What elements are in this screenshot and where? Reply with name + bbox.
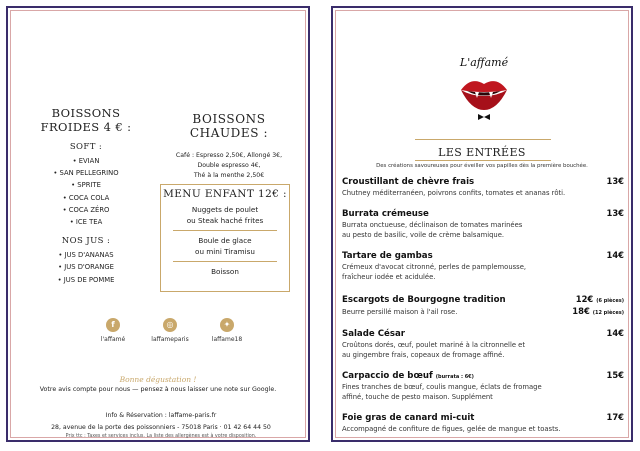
price-value: 18€: [572, 306, 590, 316]
kids-menu-box: [160, 184, 290, 292]
kids-option-main: [161, 204, 289, 226]
brand-name: L'affamé: [459, 56, 509, 69]
list-item: • JUS DE POMME: [57, 275, 115, 284]
kids-option-line: ou mini Tiramisu: [195, 247, 255, 256]
right-menu-page: [331, 6, 633, 442]
dish-description-line: affiné, touche de pesto maison. Supplément: [342, 393, 493, 402]
dish-name: Salade César: [342, 329, 405, 339]
dish-description-line: Crémeux d'avocat citronné, perles de pamplemousse,: [342, 263, 527, 271]
dish-description-line: Fines tranches de bœuf, coulis mangue, éclats de fromage: [342, 383, 542, 391]
instagram-icon: ◎: [163, 318, 177, 332]
social-snapchat[interactable]: [202, 318, 252, 343]
price-note: (12 pièces): [592, 310, 624, 316]
dish-description: Chutney méditerranéen, poivrons confits, tomates et ananas rôti.: [342, 189, 566, 197]
social-links: [88, 318, 252, 343]
dish-price: 14€: [606, 250, 624, 260]
kids-option-drink: Boisson: [211, 267, 239, 276]
lips-logo-icon: [451, 56, 517, 126]
review-request: Votre avis compte pour nous — pensez à nous laisser une note sur Google.: [39, 386, 277, 393]
footer-info: [22, 412, 300, 439]
thanks-note: [28, 375, 288, 393]
thanks-script: Bonne dégustation !: [119, 375, 197, 384]
dish-price-alt: [572, 306, 624, 318]
divider: [173, 230, 277, 231]
dish-description-line: Burrata onctueuse, déclinaison de tomates marinées: [342, 221, 523, 229]
list-item: Double espresso 4€,: [197, 161, 261, 169]
price-note: (6 pièces): [596, 298, 624, 304]
kids-option-line: Nuggets de poulet: [191, 205, 259, 214]
dish-name: Croustillant de chèvre frais: [342, 177, 475, 187]
facebook-icon: f: [106, 318, 120, 332]
list-item: Thé à la menthe 2,50€: [193, 171, 265, 179]
dish-description-line: au pesto de basilic, voile de crème balsamique.: [342, 231, 505, 240]
dish-price: 13€: [606, 176, 624, 186]
dish-item: [342, 250, 624, 283]
dish-name-note: (burrata : 6€): [435, 374, 474, 380]
bow-tie-shape: [478, 114, 490, 120]
snapchat-icon: ✦: [220, 318, 234, 332]
hot-drinks-title: BOISSONS CHAUDES :: [189, 112, 269, 140]
dish-price: [576, 294, 624, 304]
legal-note: Prix ttc : Taxes et services inclus. La liste des allergènes est à votre disposition.: [65, 434, 257, 439]
list-item: • JUS D'ANANAS: [58, 251, 114, 260]
divider: [173, 261, 277, 262]
juice-list: [26, 249, 146, 286]
upper-lip-shape: [461, 81, 507, 92]
dish-name: Foie gras de canard mi-cuit: [342, 413, 475, 423]
social-handle: laffame18: [211, 336, 243, 343]
kids-option-line: ou Steak haché frites: [186, 216, 264, 225]
dish-description-line: Croûtons dorés, œuf, poulet mariné à la citronnelle et: [342, 341, 526, 349]
list-item: • COCA COLA: [62, 193, 110, 202]
title-rule-bottom: [415, 160, 551, 161]
dish-price: 13€: [606, 208, 624, 218]
dish-description: [342, 262, 624, 283]
list-item: • SPRITE: [71, 181, 101, 190]
dish-description-line: au gingembre frais, copeaux de fromage affiné.: [342, 351, 505, 360]
hot-drinks-list: [156, 151, 302, 180]
cold-drinks-section: [26, 106, 146, 286]
dish-price: 17€: [606, 412, 624, 422]
list-item: • ICE TEA: [69, 218, 103, 227]
juice-label: NOS JUS :: [61, 236, 111, 247]
brand-logo: [451, 56, 517, 126]
cold-drinks-title: BOISSONS FROIDES 4 € :: [40, 106, 132, 134]
section-subtitle: Des créations savoureuses pour éveiller vos papilles dès la première bouchée.: [376, 163, 588, 169]
reservation-info: Info & Réservation : laffame-paris.fr: [105, 412, 217, 419]
kids-menu-title: MENU ENFANT 12€ :: [163, 188, 287, 200]
dish-item: [342, 370, 624, 403]
dish-item: [342, 294, 624, 318]
title-rule-top: [415, 139, 551, 140]
list-item: • JUS D'ORANGE: [58, 263, 114, 272]
dish-item: [342, 208, 624, 241]
social-handle: laffameparis: [151, 336, 189, 343]
dish-description-line: Beurre persillé maison à l'ail rose.: [342, 308, 458, 316]
social-facebook[interactable]: [88, 318, 138, 343]
dish-item: [342, 176, 624, 198]
soft-list: [26, 155, 146, 228]
dish-name: Burrata crémeuse: [342, 209, 429, 219]
dish-description: [342, 340, 624, 361]
dish-price: 15€: [606, 370, 624, 380]
hot-drinks-section: [156, 112, 302, 180]
dish-item: [342, 328, 624, 361]
social-handle: l'affamé: [100, 336, 126, 343]
dish-description: [342, 220, 624, 241]
dish-name-text: Carpaccio de bœuf: [342, 371, 433, 381]
dish-price: 14€: [606, 328, 624, 338]
section-title: LES ENTRÉES: [438, 146, 526, 159]
price-value: 12€: [575, 294, 594, 304]
list-item: Café : Espresso 2,50€, Allongé 3€,: [175, 152, 283, 159]
dish-name: Escargots de Bourgogne tradition: [342, 295, 506, 305]
list-item: • COCA ZÉRO: [62, 205, 110, 214]
left-menu-page: [6, 6, 310, 442]
dish-description-line: fraîcheur iodée et acidulée.: [342, 273, 436, 282]
soft-label: SOFT :: [69, 142, 103, 152]
kids-option-line: Boule de glace: [198, 236, 252, 245]
social-instagram[interactable]: [145, 318, 195, 343]
address-line: 28, avenue de la porte des poissonniers - 75018 Paris · 01 42 64 44 50: [51, 424, 271, 431]
list-item: • EVIAN: [72, 157, 100, 165]
dish-item: [342, 412, 624, 434]
dish-name: [342, 371, 474, 381]
dish-description: Accompagné de confiture de figues, gelée de mangue et toasts.: [342, 425, 561, 433]
dish-description: [342, 382, 624, 403]
dish-name: Tartare de gambas: [342, 251, 433, 261]
list-item: • SAN PELLEGRINO: [53, 169, 119, 178]
kids-option-dessert: [161, 235, 289, 257]
dish-description: [342, 306, 624, 318]
